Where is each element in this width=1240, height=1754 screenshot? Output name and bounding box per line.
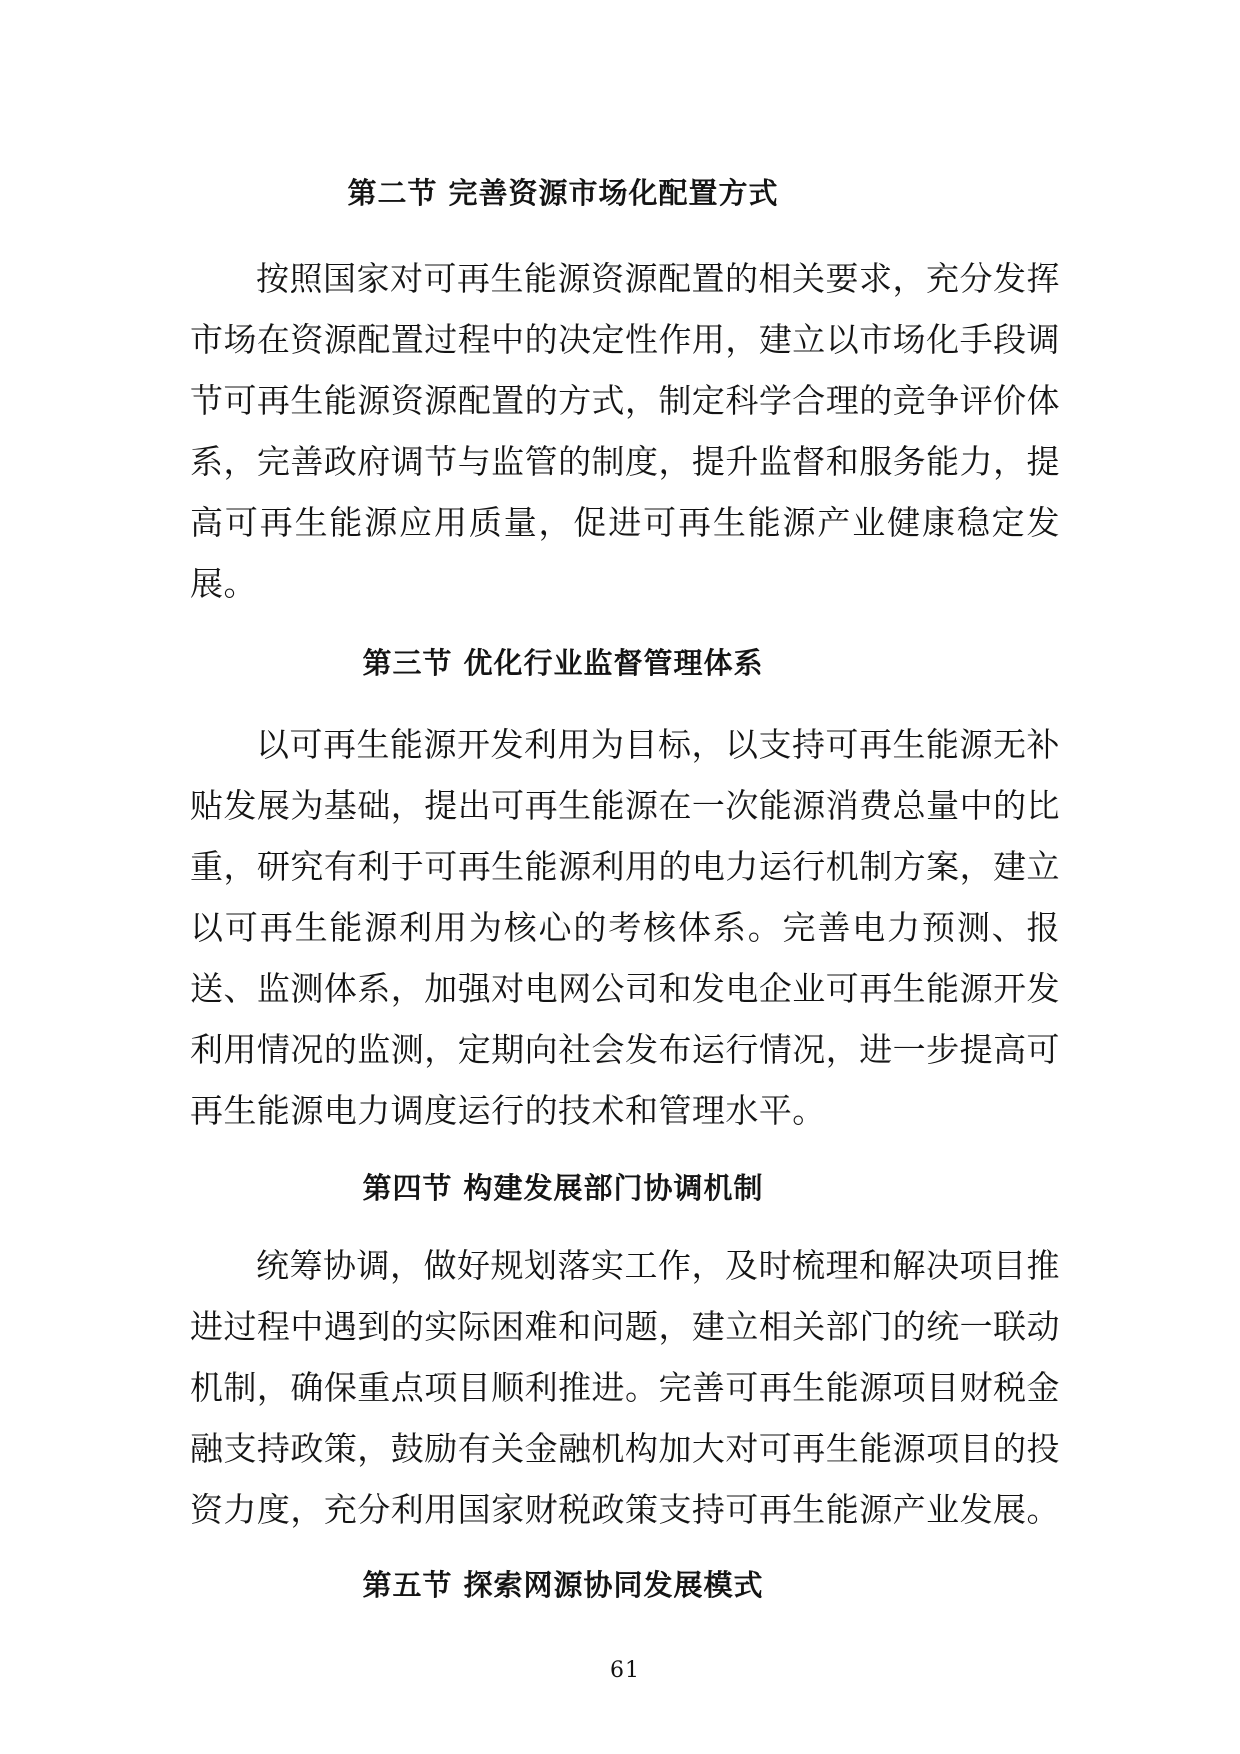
section-4 <box>190 1165 1060 1540</box>
section-heading: 第五节 探索网源协同发展模式 <box>362 1568 764 1602</box>
page-number: 61 <box>610 1658 640 1683</box>
section-5 <box>190 1562 1060 1608</box>
paragraph: 按照国家对可再生能源资源配置的相关要求，充分发挥市场在资源配置过程中的决定性作用，建立以市场化手段调节可再生能源资源配置的方式，制定科学合理的竞争评价体系，完善政府调节与监管的制度，提升监督和服务能力，提高可再生能源应用质量，促进可再生能源产业健康稳定发展。 <box>190 259 1060 603</box>
section-heading: 第四节 构建发展部门协调机制 <box>362 1171 764 1205</box>
document-content <box>190 170 1060 1684</box>
section-2 <box>190 170 1060 614</box>
paragraph: 以可再生能源开发利用为目标，以支持可再生能源无补贴发展为基础，提出可再生能源在一次能源消费总量中的比重，研究有利于可再生能源利用的电力运行机制方案，建立以可再生能源利用为核心的考核体系。完善电力预测、报送、监测体系，加强对电网公司和发电企业可再生能源开发利用情况的监测，定期向社会发布运行情况，进一步提高可再生能源电力调度运行的技术和管理水平。 <box>190 725 1060 1130</box>
section-heading: 第二节 完善资源市场化配置方式 <box>347 176 779 210</box>
paragraph: 统筹协调，做好规划落实工作，及时梳理和解决项目推进过程中遇到的实际困难和问题，建立相关部门的统一联动机制，确保重点项目顺利推进。完善可再生能源项目财税金融支持政策，鼓励有关金融机构加大对可再生能源项目的投资力度，充分利用国家财税政策支持可再生能源产业发展。 <box>190 1246 1060 1529</box>
section-3 <box>190 640 1060 1141</box>
section-heading: 第三节 优化行业监督管理体系 <box>362 646 764 680</box>
